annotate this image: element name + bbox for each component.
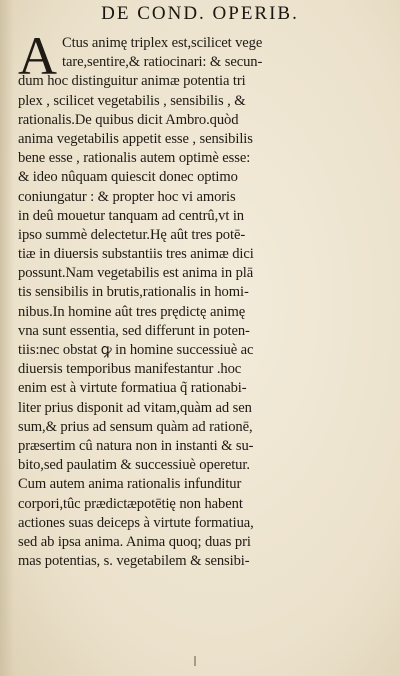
text-line: vna sunt essentia, sed differunt in poten- [18,322,250,339]
text-line: anima vegetabilis appetit esse , sensibilis [18,130,253,147]
text-line: enim est à virtute formatiua q̃ rationabi- [18,380,247,397]
text-line: liter prius disponit ad vitam,quàm ad sen [18,399,252,416]
page-edge-mark [194,656,196,666]
drop-cap: A [18,26,57,86]
page-gutter-shadow [0,0,14,676]
text-line: Cum autem anima rationalis infunditur [18,476,242,493]
text-line: diuersis temporibus manifestantur .hoc [18,361,242,378]
text-line: sum,& prius ad sensum quàm ad rationē, [18,418,253,435]
text-line: coniungatur : & propter hoc vi amoris [18,188,236,205]
running-header: DE COND. OPERIB. [101,3,299,24]
text-line: dum hoc distinguitur animæ potentia tri [18,73,246,90]
text-line: tare,sentire,& ratiocinari: & secun- [62,54,263,71]
text-line: ipso summè delectetur.Hę aût tres potē- [18,226,246,243]
text-line: plex , scilicet vegetabilis , sensibilis , & [18,92,246,109]
text-line: rationalis.De quibus dicit Ambro.quòd [18,111,239,128]
text-line: nibus.In homine aût tres prędictę animę [18,303,246,320]
text-line: tiæ in diuersis substantiis tres animæ dici [18,246,254,263]
text-line: bene esse , rationalis autem optimè esse: [18,150,251,167]
text-line: corpori,tûc prædictæpotētię non habent [18,495,243,512]
text-line: & ideo nûquam quiescit donec optimo [18,169,238,186]
text-line: præsertim cû natura non in instanti & su- [18,437,254,454]
text-line: bito,sed paulatim & successiuè operetur. [18,457,250,474]
text-line: in deû mouetur tanquam ad centrû,vt in [18,207,244,224]
text-line: sed ab ipsa anima. Anima quoq; duas pri [18,533,251,550]
text-line: possunt.Nam vegetabilis est anima in plā [18,265,254,282]
text-line: Ctus animę triplex est,scilicet vege [62,35,263,51]
text-line: tiis:nec obstat ꝙ in homine successiuè ac [18,342,254,358]
text-line: mas potentias, s. vegetabilem & sensibi- [18,553,250,570]
body-text [18,26,388,571]
text-line: actiones suas deiceps à virtute formatiua, [18,514,254,531]
text-line: tis sensibilis in brutis,rationalis in homi- [18,284,249,301]
